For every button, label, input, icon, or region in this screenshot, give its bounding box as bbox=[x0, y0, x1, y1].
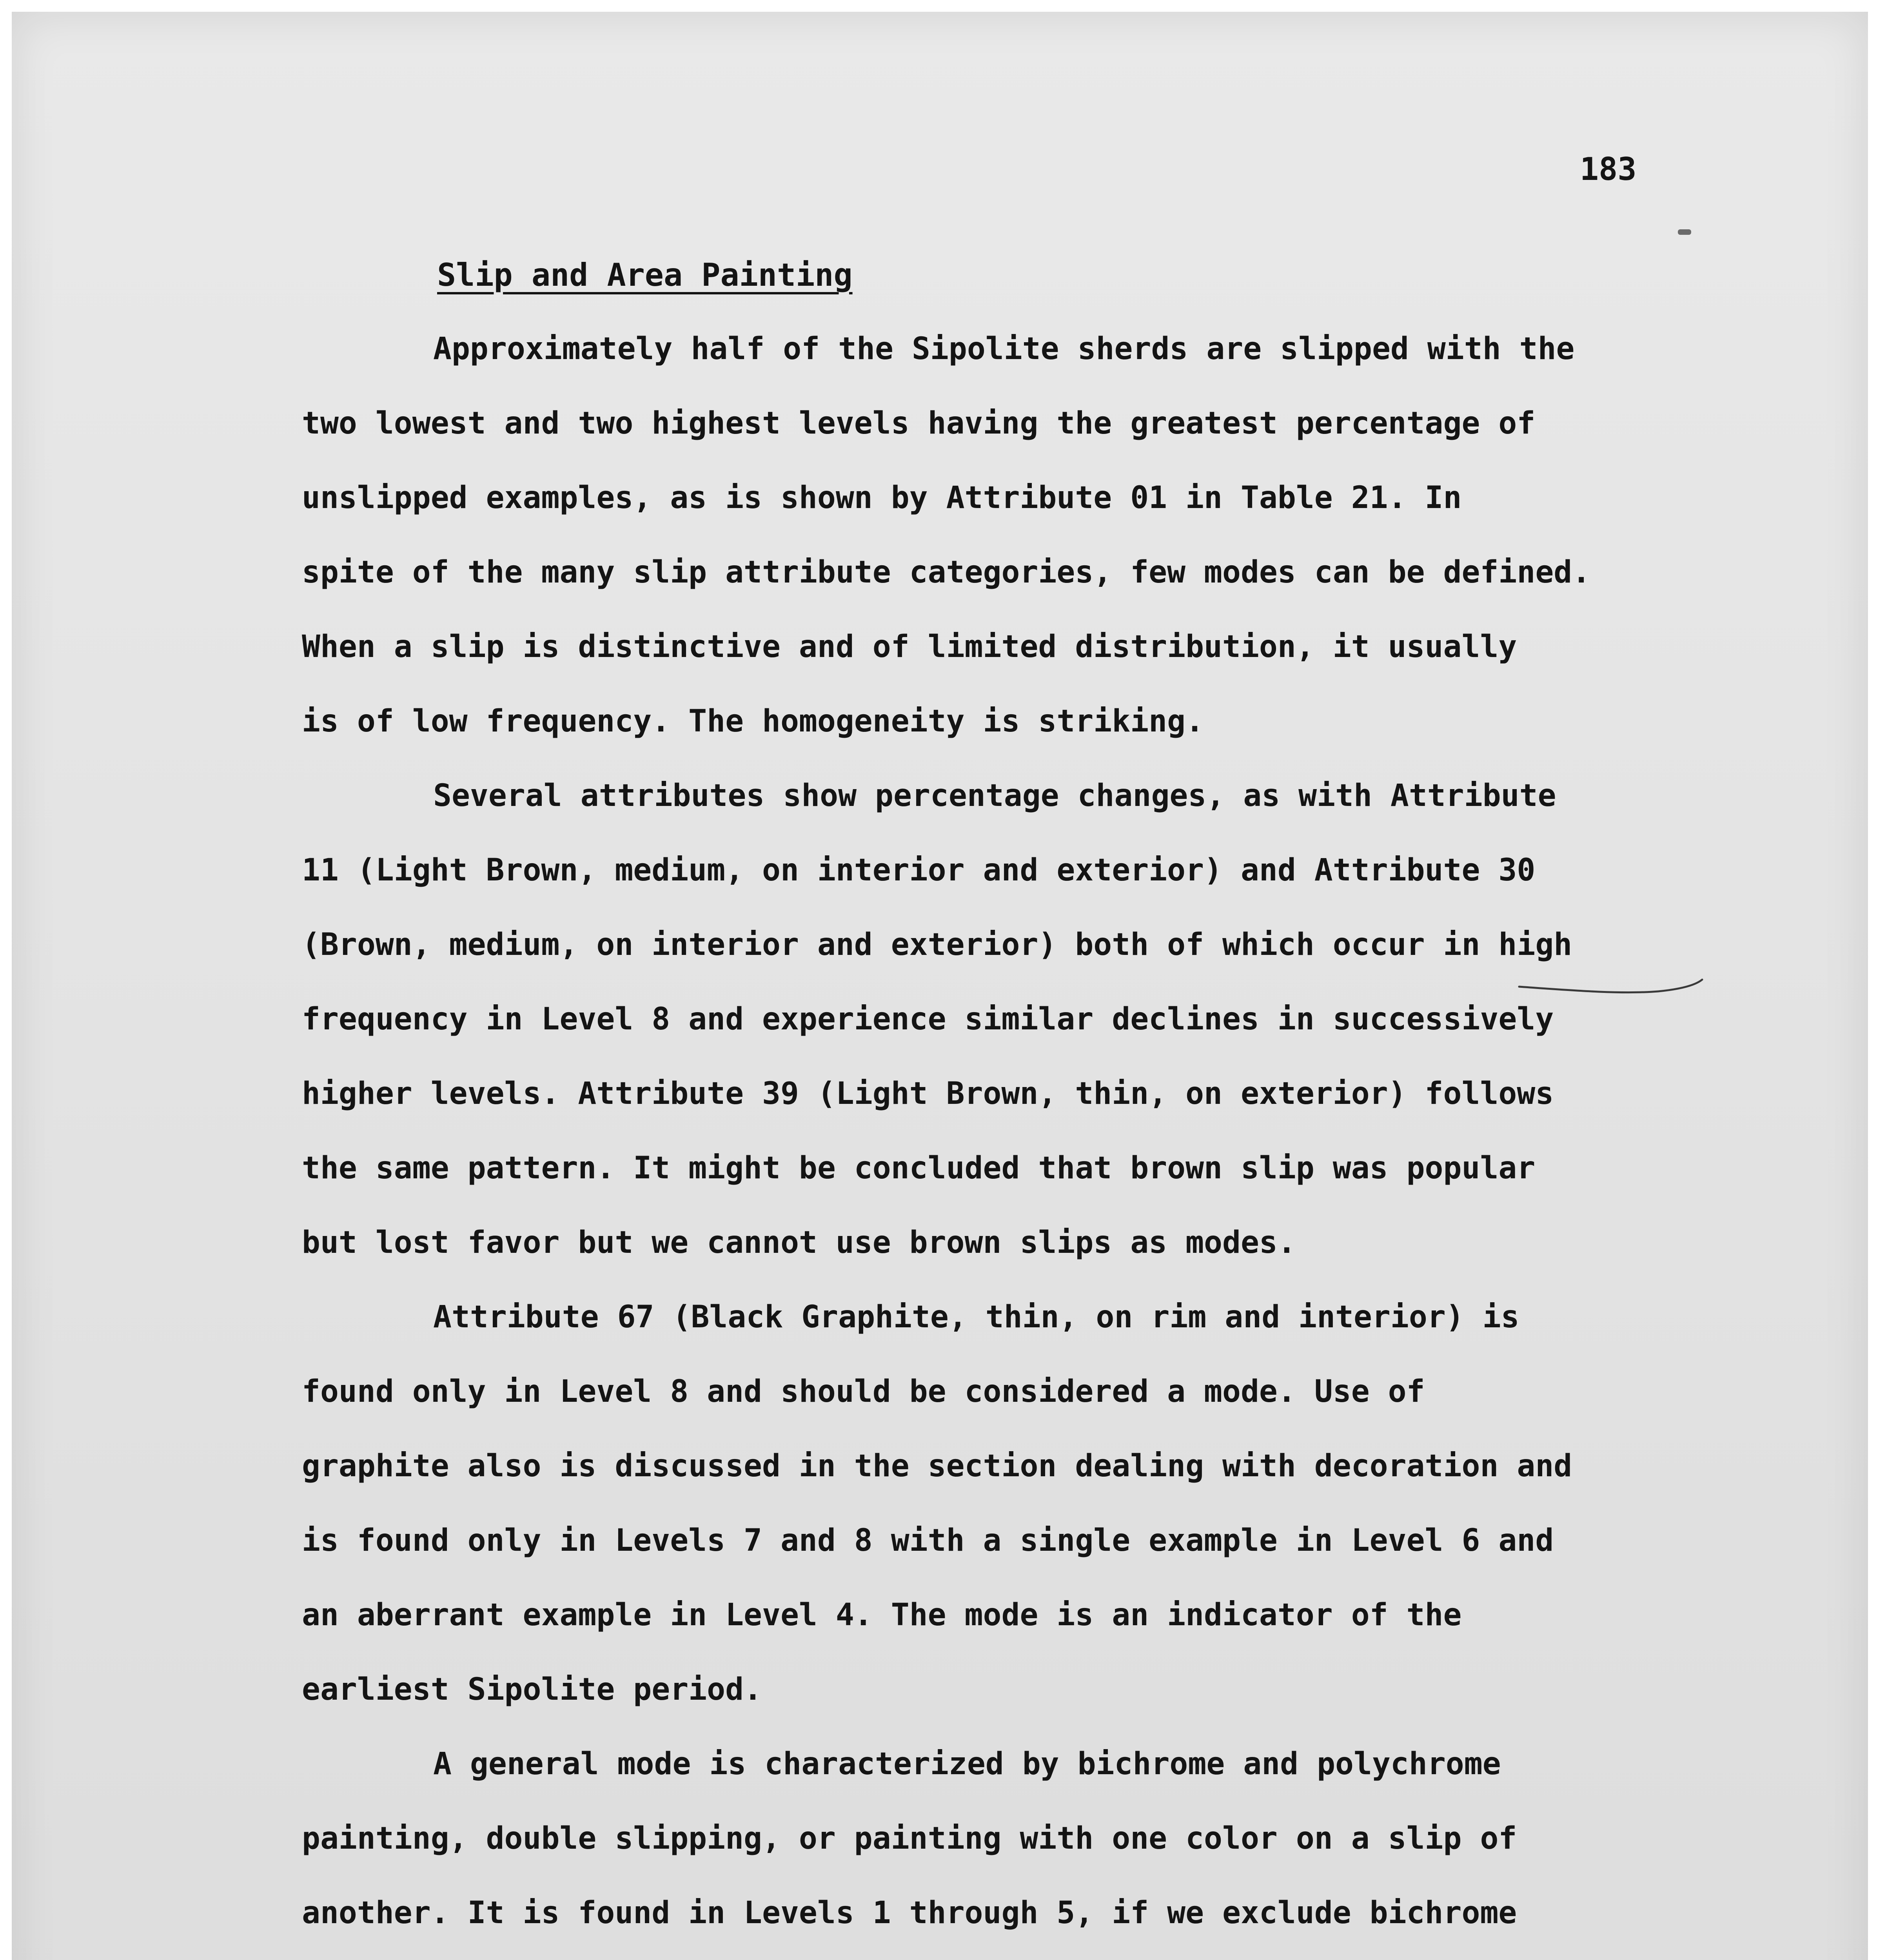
body-line-18: an aberrant example in Level 4. The mode is an indicator of the bbox=[302, 1597, 1462, 1633]
body-line-5: When a slip is distinctive and of limited distribution, it usually bbox=[302, 629, 1517, 664]
body-line-6: is of low frequency. The homogeneity is striking. bbox=[302, 704, 1204, 739]
page-number: 183 bbox=[1580, 151, 1637, 187]
body-line-12: the same pattern. It might be concluded that brown slip was popular bbox=[302, 1151, 1536, 1186]
body-line-16: graphite also is discussed in the section dealing with decoration and bbox=[302, 1448, 1572, 1484]
body-line-13: but lost favor but we cannot use brown slips as modes. bbox=[302, 1225, 1296, 1260]
body-line-10: frequency in Level 8 and experience similar declines in successively bbox=[302, 1002, 1554, 1037]
body-line-22: another. It is found in Levels 1 through 5, if we exclude bichrome bbox=[302, 1895, 1517, 1931]
ink-speck bbox=[1678, 229, 1691, 235]
document-page bbox=[12, 12, 1868, 1960]
body-line-21: painting, double slipping, or painting with one color on a slip of bbox=[302, 1821, 1517, 1856]
body-line-17: is found only in Levels 7 and 8 with a single example in Level 6 and bbox=[302, 1523, 1554, 1558]
body-line-14: Attribute 67 (Black Graphite, thin, on rim and interior) is bbox=[433, 1299, 1519, 1335]
body-line-11: higher levels. Attribute 39 (Light Brown, thin, on exterior) follows bbox=[302, 1076, 1554, 1111]
body-line-7: Several attributes show percentage changes, as with Attribute bbox=[433, 778, 1556, 813]
pen-stroke-mark bbox=[1517, 974, 1705, 1002]
body-line-3: unslipped examples, as is shown by Attribute 01 in Table 21. In bbox=[302, 480, 1462, 515]
body-line-2: two lowest and two highest levels having the greatest percentage of bbox=[302, 406, 1536, 441]
section-heading: Slip and Area Painting bbox=[437, 257, 853, 293]
body-line-20: A general mode is characterized by bichrome and polychrome bbox=[433, 1746, 1501, 1782]
body-line-1: Approximately half of the Sipolite sherds are slipped with the bbox=[433, 331, 1575, 367]
body-line-19: earliest Sipolite period. bbox=[302, 1672, 762, 1707]
body-line-8: 11 (Light Brown, medium, on interior and exterior) and Attribute 30 bbox=[302, 853, 1536, 888]
body-line-4: spite of the many slip attribute categories, few modes can be defined. bbox=[302, 555, 1591, 590]
body-line-15: found only in Level 8 and should be considered a mode. Use of bbox=[302, 1374, 1425, 1409]
body-line-9: (Brown, medium, on interior and exterior) both of which occur in high bbox=[302, 927, 1572, 962]
